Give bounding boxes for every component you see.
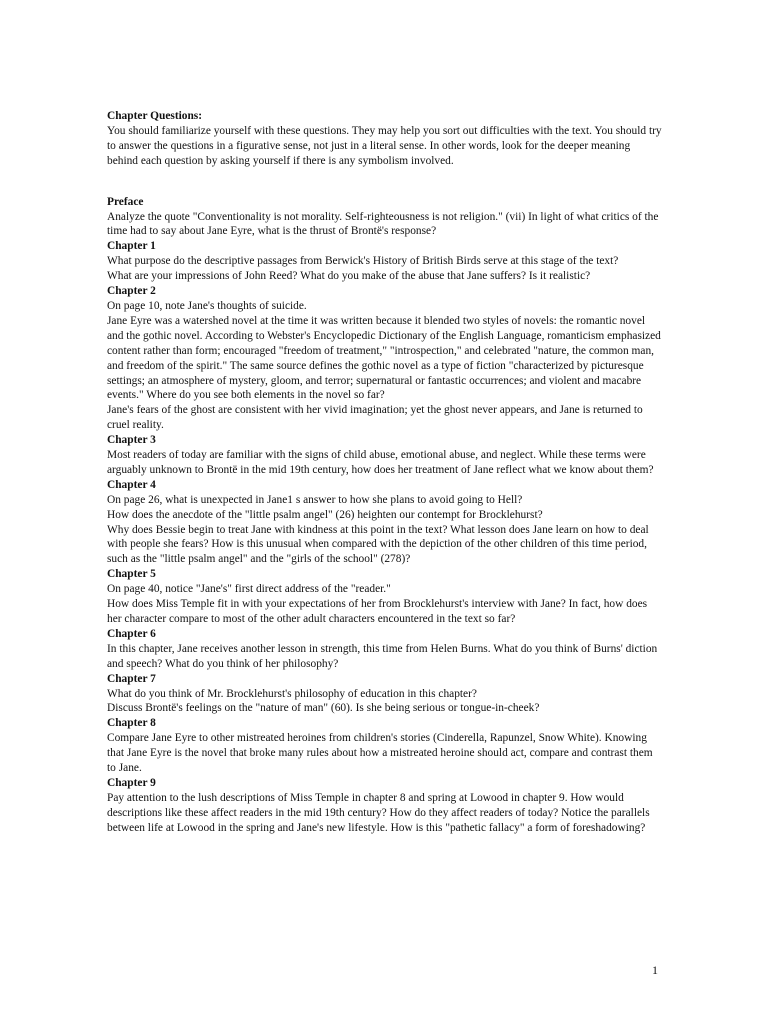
section-heading: Chapter 8 — [107, 717, 156, 730]
section-paragraph: On page 10, note Jane's thoughts of suicide. — [107, 299, 307, 312]
section-heading: Chapter 6 — [107, 627, 156, 640]
intro-text: You should familiarize yourself with these questions. They may help you sort out difficulties with the text. You should try to answer the questions in a figurative sense, not just in a literal sense. In other words, look for the deeper meaning behind each question by asking yourself if there is any symbolism involved. — [107, 124, 662, 167]
section-paragraph: What purpose do the descriptive passages from Berwick's History of British Birds serve at this stage of the text? — [107, 255, 619, 268]
section — [107, 433, 663, 478]
section-paragraph: What are your impressions of John Reed? What do you make of the abuse that Jane suffers? Is it realistic? — [107, 270, 591, 283]
intro-heading: Chapter Questions: — [107, 110, 203, 122]
section — [107, 195, 663, 240]
section-paragraph: Most readers of today are familiar with the signs of child abuse, emotional abuse, and neglect. While these terms were arguably unknown to Brontë in the mid 19th century, how does her treatment of Jane reflect what we know about them? — [107, 449, 654, 476]
section — [107, 239, 663, 284]
section-paragraph: What do you think of Mr. Brocklehurst's philosophy of education in this chapter? — [107, 687, 477, 700]
section — [107, 567, 663, 627]
section-heading: Chapter 3 — [107, 434, 156, 447]
section-heading: Chapter 4 — [107, 478, 156, 491]
section-heading: Chapter 7 — [107, 672, 156, 685]
section — [107, 672, 663, 717]
section-paragraph: How does the anecdote of the "little psalm angel" (26) heighten our contempt for Brocklehurst? — [107, 508, 543, 521]
section-paragraph: In this chapter, Jane receives another lesson in strength, this time from Helen Burns. What do you think of Burns' diction and speech? What do you think of her philosophy? — [107, 642, 658, 670]
section-heading: Chapter 2 — [107, 285, 156, 298]
section-heading: Preface — [107, 195, 144, 208]
section — [107, 776, 663, 836]
section-paragraph: Discuss Brontë's feelings on the "nature of man" (60). Is she being serious or tongue-in-cheek? — [107, 702, 540, 715]
page-number: 1 — [652, 963, 658, 977]
chapter-sections — [107, 195, 663, 836]
intro-block — [107, 109, 663, 169]
section — [107, 478, 663, 567]
section-heading: Chapter 1 — [107, 240, 156, 253]
section-heading: Chapter 9 — [107, 776, 156, 789]
section-paragraph: On page 26, what is unexpected in Jane1 s answer to how she plans to avoid going to Hell? — [107, 493, 523, 506]
section-paragraph: Pay attention to the lush descriptions of Miss Temple in chapter 8 and spring at Lowood in chapter 9. How would descriptions like these affect readers in the mid 19th century? How do they affect readers of today? Notice the parallels between life at Lowood in the spring and Jane's new lifestyle. How is this "pathetic fallacy" a form of foreshadowing? — [107, 791, 650, 834]
section-paragraph: Why does Bessie begin to treat Jane with kindness at this point in the text? What lesson does Jane learn on how to deal with people she fears? How is this unusual when compared with the depiction of the other children of this time period, such as the "little psalm angel" and the "girls of the school" (278)? — [107, 523, 649, 566]
section — [107, 284, 663, 433]
section-paragraph: Analyze the quote "Conventionality is not morality. Self-righteousness is not religion." (vii) In light of what critics of the time had to say about Jane Eyre, what is the thrust of Brontë's response? — [107, 210, 659, 238]
section-paragraph: Jane Eyre was a watershed novel at the time it was written because it blended two styles of novels: the romantic novel and the gothic novel. According to Webster's Encyclopedic Dictionary of the English Language, romanticism emphasized content rather than form; encouraged "freedom of treatment," "introspection," and celebrated "nature, the common man, and freedom of the spirit." The same source defines the gothic novel as a type of fiction "characterized by picturesque settings; an atmosphere of mystery, gloom, and terror; supernatural or fantastic occurrences; and violent and macabre events." Where do you see both elements in the novel so far? — [107, 314, 661, 402]
section-heading: Chapter 5 — [107, 568, 156, 581]
document-page — [107, 109, 663, 836]
section — [107, 716, 663, 776]
section — [107, 627, 663, 672]
section-paragraph: Jane's fears of the ghost are consistent with her vivid imagination; yet the ghost never appears, and Jane is returned to cruel reality. — [107, 404, 643, 432]
section-paragraph: On page 40, notice "Jane's" first direct address of the "reader." — [107, 583, 391, 596]
section-paragraph: Compare Jane Eyre to other mistreated heroines from children's stories (Cinderella, Rapunzel, Snow White). Knowing that Jane Eyre is the novel that broke many rules about how a mistreated heroine should act, compare and contrast them to Jane. — [107, 732, 653, 775]
section-paragraph: How does Miss Temple fit in with your expectations of her from Brocklehurst's interview with Jane? In fact, how does her character compare to most of the other adult characters encountered in the text so far? — [107, 598, 648, 625]
